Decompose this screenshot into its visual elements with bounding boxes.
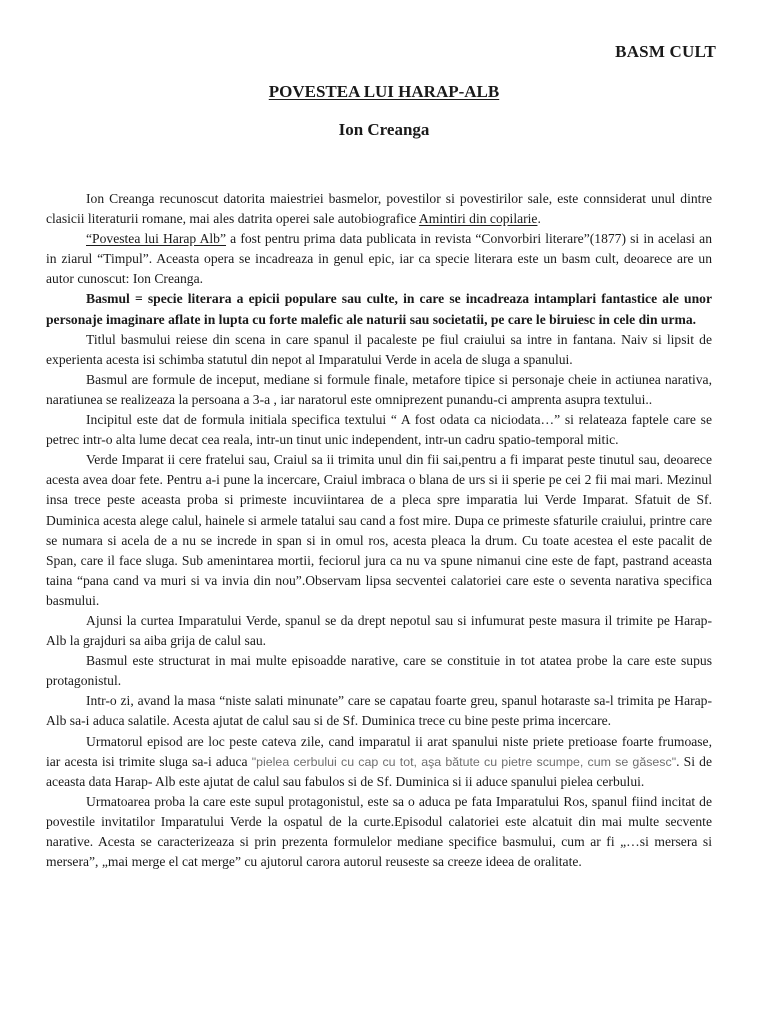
- paragraph-incipit: Incipitul este dat de formula initiala specifica textului “ A fost odata ca niciodata…” si relateaza faptele care se petrec intr-o alta lume decat cea reala, intr-un tinut unic independent, intr-un cadru spatio-temporal mitic.: [46, 412, 712, 448]
- genre-label: BASM CULT: [615, 42, 716, 61]
- author-name: Ion Creanga: [338, 120, 430, 139]
- paragraph-structure: Basmul este structurat in mai multe episoadde narative, care se constituie in tot atatea probe la care este supus protagonistul.: [46, 653, 712, 689]
- paragraph-end: .: [537, 211, 541, 227]
- paragraph-second-trial: [46, 732, 712, 792]
- deer-skin-quote: "pielea cerbului cu cap cu tot, aşa bătute cu pietre scumpe, cum se găsesc": [251, 754, 677, 769]
- paragraph-text: Urmatorul episod are loc peste cateva zile, cand imparatul ii arat spanului niste priete pretioase foarte frumoase, iar acesta isi trimite sluga sa-i aduca: [46, 733, 712, 769]
- paragraph-plot: Verde Imparat ii cere fratelui sau, Craiul sa ii trimita unul din fii sai,pentru a fi imparat peste tinutul sau, deoarece acesta avea doar fete. Pentru a-i pune la incercare, Craiul imbraca o blana de urs si ii sperie pe cei 2 fii mai mari. Mezinul insa trece peste aceasta proba si primeste incuviintarea de a pleca spre imparatia lui Verde Imparat. Sfatuit de Sf. Duminica acesta alege calul, hainele si armele tatalui sau cand a fost mire. Dupa ce primeste sfaturile craiului, printre care se numara si acela de a nu se increde in span si in omul ros, acesta pleaca la drum. Cu toate acestea el este pacalit de Span, care il face sluga. Sub amenintarea mortii, feciorul jura ca nu va spune nimanui cine este de fapt, pastrand aceasta taina “pana cand va muri si va invia din nou”.Observam lipsa secventei calatoriei care este o seventa narativa specifica basmului.: [46, 452, 712, 608]
- paragraph-definition: Basmul = specie literara a epicii populare sau culte, in care se incadreaza intamplari fantastice ale unor personaje imaginare aflate in lupta cu forte malefic ale naturii sau societatii, pe care le biruiesc in cele din urma.: [46, 291, 712, 327]
- paragraph-formulas: Basmul are formule de inceput, mediane si formule finale, metafore tipice si personaje cheie in actiunea narativa, naratiunea se realizeaza la persoana a 3-a , iar naratorul este omniprezent punandu-ci amprenta asupra textului..: [46, 371, 712, 407]
- document-body: [46, 189, 712, 872]
- document-title-text: POVESTEA LUI HARAP-ALB: [268, 82, 500, 101]
- paragraph-third-trial: Urmatoarea proba la care este supul protagonistul, este sa o aduca pe fata Imparatului Ros, spanul fiind incitat de povestile invitatilor Imparatului Verde la ospatul de la curte.Episodul calatoriei este alcatuit din mai multe secvente narative. Acesta se caracterizeaza si prin prezenta formulelor mediane specifice basmului, cum ar fi „…si mersera si mersera”, „mai merge el cat merge” cu ajutorul carora autorul reuseste sa creeze ideea de oralitate.: [46, 793, 712, 870]
- paragraph-first-trial: Intr-o zi, avand la masa “niste salati minunate” care se capatau foarte greu, spanul hotaraste sa-l trimita pe Harap- Alb sa-i aduca salatile. Acesta ajutat de calul sau si de Sf. Duminica trece cu bine peste prima incercare.: [46, 693, 712, 729]
- amintiri-link[interactable]: Amintiri din copilarie: [418, 211, 538, 227]
- paragraph-title-meaning: Titlul basmului reiese din scena in care spanul il pacaleste pe fiul craiului sa intre in fantana. Naiv si lipsit de experienta acesta isi schimba statutul din nepot al Imparatului Verde in acela de sluga a spanului.: [46, 331, 712, 367]
- paragraph-end: . Si de aceasta data Harap- Alb este ajutat de calul sau fabulos si de Sf. Duminica si ii aduce spanului pielea cerbului.: [46, 753, 712, 789]
- paragraph-text: Ion Creanga recunoscut datorita maiestriei basmelor, povestilor si povestirilor sale, este connsiderat unul dintre clasicii literaturii romane, mai ales datrita operei sale autobiografice: [46, 191, 712, 227]
- paragraph-publication: [46, 229, 712, 289]
- paragraph-intro: [46, 189, 712, 229]
- paragraph-arrival: Ajunsi la curtea Imparatului Verde, spanul se da drept nepotul sau si infumurat peste masura il trimite pe Harap-Alb la grajduri sa aiba grija de calul sau.: [46, 612, 712, 649]
- document-title: [0, 82, 768, 102]
- povestea-link[interactable]: “Povestea lui Harap Alb”: [86, 231, 227, 247]
- paragraph-text: a fost pentru prima data publicata in revista “Convorbiri literare”(1877) si in acelasi an in ziarul “Timpul”. Aceasta opera se incadreaza in genul epic, iar ca specie literara este un basm cult, deoarece are un autor cunoscut: Ion Creanga.: [46, 231, 712, 287]
